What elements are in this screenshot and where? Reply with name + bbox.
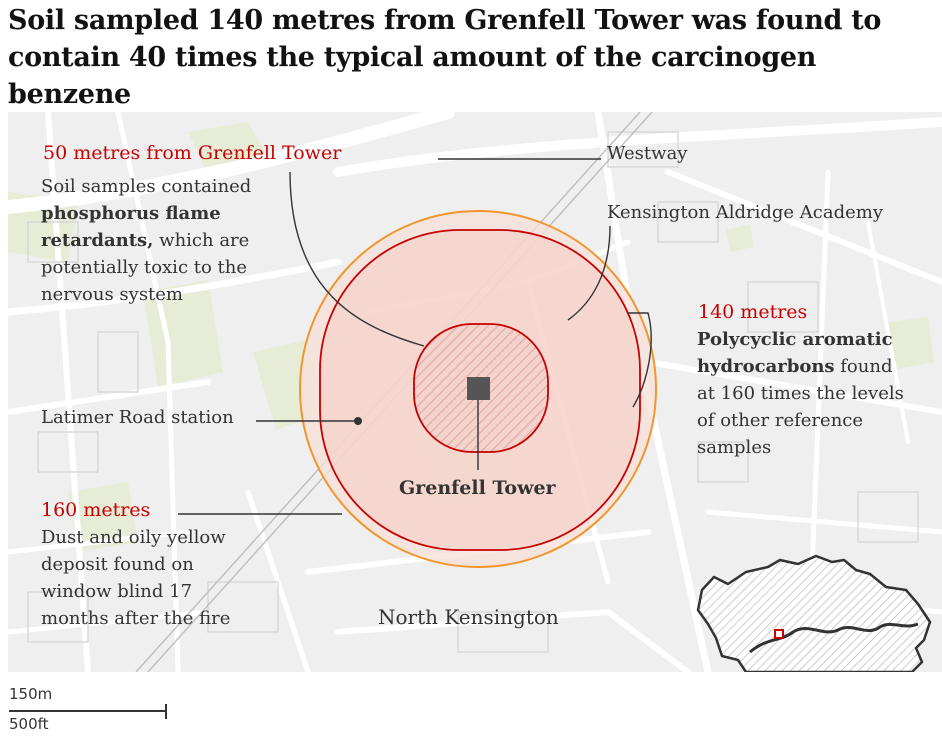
label-westway: Westway [607,143,688,164]
annotation-50m-bold: phosphorus flame retardants, [41,203,221,251]
label-area: North Kensington [378,605,559,629]
scale-metric: 150m [9,685,53,703]
london-inset [698,556,930,672]
label-tower: Grenfell Tower [399,477,556,499]
annotation-50m-post: which are potentially toxic to the nervous system [41,230,250,305]
annotation-140m-bold: Polycyclic aromatic hydrocarbons [697,329,893,377]
annotation-50m-text [41,173,286,308]
annotation-50m-title: 50 metres from Grenfell Tower [43,142,342,164]
annotation-50m-pre: Soil samples contained [41,176,252,197]
scale-imperial: 500ft [9,715,49,733]
label-academy: Kensington Aldridge Academy [607,202,883,223]
annotation-140m-title: 140 metres [698,301,808,323]
tower-marker [467,377,490,400]
label-station: Latimer Road station [41,407,234,428]
headline: Soil sampled 140 metres from Grenfell Tower was found to contain 40 times the typical amount of the carcinogen benzene [8,5,882,110]
annotation-160m-title: 160 metres [41,499,151,521]
inset-location-marker [775,630,783,638]
annotation-140m-text [697,326,912,461]
scale-bar [0,700,180,720]
annotation-160m-text: Dust and oily yellow deposit found on window blind 17 months after the fire [41,527,231,629]
annotation-140m-post: found at 160 times the levels of other reference samples [697,356,904,458]
station-dot [354,417,362,425]
